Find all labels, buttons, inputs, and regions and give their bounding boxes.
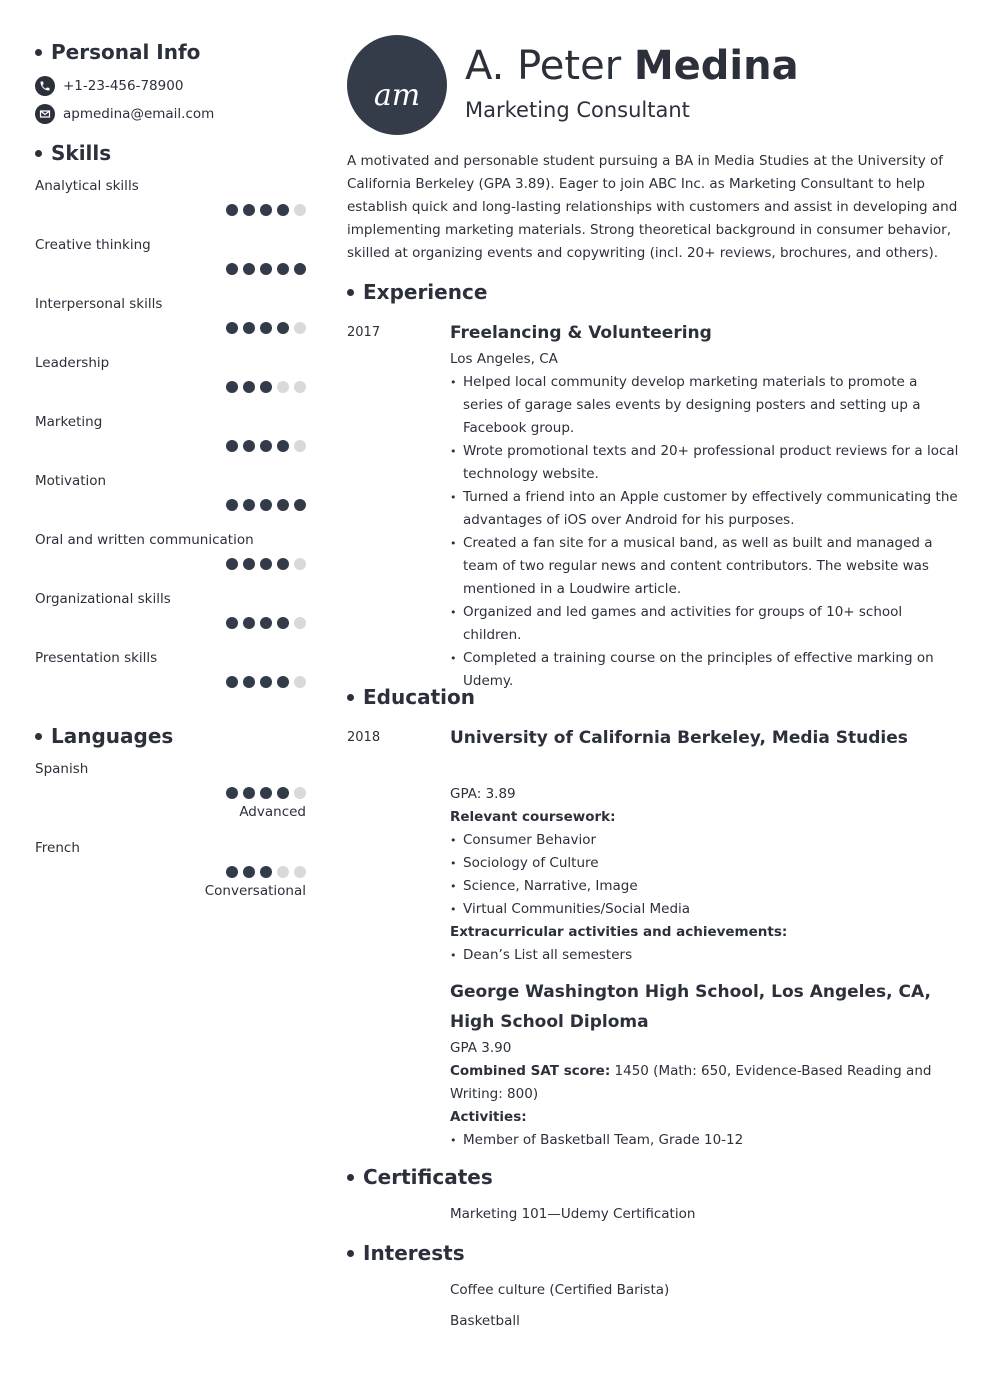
coursework-label: Relevant coursework:: [450, 809, 616, 825]
language-name: Spanish: [35, 761, 89, 777]
interest-item: Coffee culture (Certified Barista): [450, 1282, 670, 1298]
last-name: Medina: [633, 43, 799, 89]
language-item: [35, 760, 306, 839]
rating-dot-filled: [226, 440, 238, 452]
skill-item: [35, 295, 306, 354]
activities-label: Activities:: [450, 1109, 527, 1125]
rating-dot-filled: [243, 676, 255, 688]
rating-dot-filled: [243, 499, 255, 511]
rating-dots: [226, 322, 306, 334]
list-item: • Sociology of Culture: [450, 852, 960, 875]
rating-dot-filled: [243, 558, 255, 570]
rating-dot-filled: [260, 204, 272, 216]
list-item: • Created a fan site for a musical band, as well as built and managed a team of two regular news and content contributors. The website was mentioned in a Loudwire article.: [450, 532, 960, 601]
phone-icon: [35, 76, 55, 96]
language-name: French: [35, 840, 80, 856]
rating-dots: [226, 866, 306, 878]
rating-dot-filled: [260, 558, 272, 570]
certificate-item: Marketing 101—Udemy Certification: [450, 1206, 696, 1222]
email-address: apmedina@email.com: [63, 106, 215, 122]
languages-list: [35, 760, 306, 918]
rating-dot-filled: [260, 676, 272, 688]
rating-dot-empty: [294, 617, 306, 629]
language-level: Conversational: [204, 883, 306, 899]
skill-name: Leadership: [35, 355, 110, 371]
sat-score: [450, 1060, 960, 1106]
sat-label: Combined SAT score:: [450, 1063, 611, 1079]
rating-dot-filled: [277, 263, 289, 275]
interests-heading: Interests: [347, 1239, 465, 1267]
rating-dots: [226, 787, 306, 799]
job-title: Marketing Consultant: [465, 98, 690, 122]
first-name: A. Peter: [465, 43, 622, 89]
rating-dot-filled: [243, 322, 255, 334]
skills-list: [35, 177, 306, 708]
rating-dot-filled: [226, 558, 238, 570]
rating-dot-filled: [277, 787, 289, 799]
skill-item: [35, 354, 306, 413]
sidebar: [35, 38, 306, 918]
language-item: [35, 839, 306, 918]
rating-dot-filled: [277, 440, 289, 452]
rating-dot-filled: [260, 617, 272, 629]
interest-item: Basketball: [450, 1313, 520, 1329]
list-item: • Virtual Communities/Social Media: [450, 898, 960, 921]
rating-dot-filled: [226, 676, 238, 688]
language-level: Advanced: [239, 804, 306, 820]
sat-value: 1450 (Math: 650, Evidence-Based Reading and Writing: 800): [450, 1063, 932, 1102]
rating-dot-filled: [226, 322, 238, 334]
rating-dot-filled: [277, 617, 289, 629]
skill-name: Interpersonal skills: [35, 296, 163, 312]
rating-dot-filled: [243, 263, 255, 275]
list-item: • Organized and led games and activities for groups of 10+ school children.: [450, 601, 960, 647]
rating-dots: [226, 499, 306, 511]
rating-dot-empty: [294, 440, 306, 452]
school-gpa: GPA 3.90: [450, 1040, 512, 1056]
monogram: am: [373, 78, 421, 113]
rating-dot-filled: [243, 787, 255, 799]
rating-dot-filled: [226, 617, 238, 629]
list-item: • Helped local community develop marketing materials to promote a series of garage sales events by designing posters and setting up a Facebook group.: [450, 371, 960, 440]
envelope-icon: [35, 104, 55, 124]
skill-name: Presentation skills: [35, 650, 158, 666]
rating-dot-filled: [260, 440, 272, 452]
skill-name: Analytical skills: [35, 178, 139, 194]
rating-dot-filled: [260, 322, 272, 334]
list-item: • Completed a training course on the principles of effective marking on Udemy.: [450, 647, 960, 693]
rating-dot-empty: [294, 676, 306, 688]
rating-dot-empty: [277, 866, 289, 878]
school-title: George Washington High School, Los Angeles, CA, High School Diploma: [450, 982, 931, 1032]
list-item: • Science, Narrative, Image: [450, 875, 960, 898]
experience-role: Freelancing & Volunteering: [450, 323, 712, 343]
certificates-heading: Certificates: [347, 1163, 493, 1191]
phone-number: +1-23-456-78900: [63, 78, 184, 94]
skill-name: Creative thinking: [35, 237, 151, 253]
skill-item: [35, 649, 306, 708]
skill-name: Organizational skills: [35, 591, 171, 607]
rating-dot-filled: [294, 263, 306, 275]
education-year: 2018: [347, 730, 381, 745]
rating-dot-filled: [243, 617, 255, 629]
phone-row: [35, 75, 306, 97]
rating-dots: [226, 381, 306, 393]
experience-bullets: [450, 371, 960, 693]
rating-dot-filled: [243, 204, 255, 216]
rating-dots: [226, 204, 306, 216]
activities-list: [450, 1129, 960, 1152]
rating-dot-filled: [260, 866, 272, 878]
rating-dot-empty: [294, 558, 306, 570]
rating-dot-filled: [226, 866, 238, 878]
rating-dot-filled: [243, 381, 255, 393]
skill-item: [35, 177, 306, 236]
university-gpa: GPA: 3.89: [450, 786, 516, 802]
experience-location: Los Angeles, CA: [450, 351, 558, 367]
list-item: • Turned a friend into an Apple customer by effectively communicating the advantages of iOS over Android for his purposes.: [450, 486, 960, 532]
rating-dot-filled: [294, 499, 306, 511]
rating-dot-filled: [260, 787, 272, 799]
rating-dot-empty: [277, 381, 289, 393]
skill-item: [35, 413, 306, 472]
summary: A motivated and personable student pursuing a BA in Media Studies at the University of California Berkeley (GPA 3.89). Eager to join ABC Inc. as Marketing Consultant to help establish quick and long-lasting relationships with customers and assist in developing and implementing marketing materials. Strong theoretical background in consumer behavior, skilled at organizing events and copywriting (incl. 20+ reviews, brochures, and others).: [347, 153, 958, 261]
rating-dot-filled: [277, 322, 289, 334]
rating-dot-filled: [226, 204, 238, 216]
rating-dot-empty: [294, 866, 306, 878]
email-row: [35, 103, 306, 125]
rating-dot-filled: [243, 440, 255, 452]
experience-year: 2017: [347, 325, 381, 340]
rating-dot-filled: [260, 499, 272, 511]
skill-item: [35, 236, 306, 295]
list-item: • Member of Basketball Team, Grade 10-12: [450, 1129, 960, 1152]
skill-name: Motivation: [35, 473, 107, 489]
rating-dot-filled: [277, 676, 289, 688]
full-name: [465, 41, 799, 91]
rating-dots: [226, 263, 306, 275]
personal-info-heading: Personal Info: [35, 38, 306, 66]
languages-heading: Languages: [35, 722, 306, 750]
rating-dot-filled: [226, 263, 238, 275]
rating-dot-filled: [226, 381, 238, 393]
rating-dot-filled: [260, 381, 272, 393]
list-item: • Dean’s List all semesters: [450, 944, 960, 967]
rating-dots: [226, 617, 306, 629]
rating-dot-filled: [277, 204, 289, 216]
rating-dots: [226, 440, 306, 452]
list-item: • Consumer Behavior: [450, 829, 960, 852]
skill-item: [35, 590, 306, 649]
rating-dot-empty: [294, 204, 306, 216]
rating-dot-filled: [277, 558, 289, 570]
skills-heading: Skills: [35, 139, 306, 167]
extracurricular-label: Extracurricular activities and achievements:: [450, 924, 788, 940]
skill-item: [35, 531, 306, 590]
extracurricular-list: [450, 944, 960, 967]
list-item: • Wrote promotional texts and 20+ professional product reviews for a local technology website.: [450, 440, 960, 486]
rating-dot-empty: [294, 787, 306, 799]
rating-dot-filled: [226, 787, 238, 799]
rating-dot-filled: [277, 499, 289, 511]
rating-dot-empty: [294, 381, 306, 393]
university-title: University of California Berkeley, Media Studies: [450, 728, 908, 748]
education-entry: [450, 723, 960, 1152]
rating-dot-filled: [243, 866, 255, 878]
coursework-list: [450, 829, 960, 921]
rating-dot-empty: [294, 322, 306, 334]
rating-dot-filled: [260, 263, 272, 275]
skill-item: [35, 472, 306, 531]
rating-dot-filled: [226, 499, 238, 511]
experience-heading: Experience: [347, 278, 487, 306]
avatar: [347, 35, 447, 135]
skill-name: Oral and written communication: [35, 532, 254, 548]
rating-dots: [226, 676, 306, 688]
experience-entry: [450, 318, 960, 693]
rating-dots: [226, 558, 306, 570]
education-heading: Education: [347, 683, 475, 711]
skill-name: Marketing: [35, 414, 103, 430]
